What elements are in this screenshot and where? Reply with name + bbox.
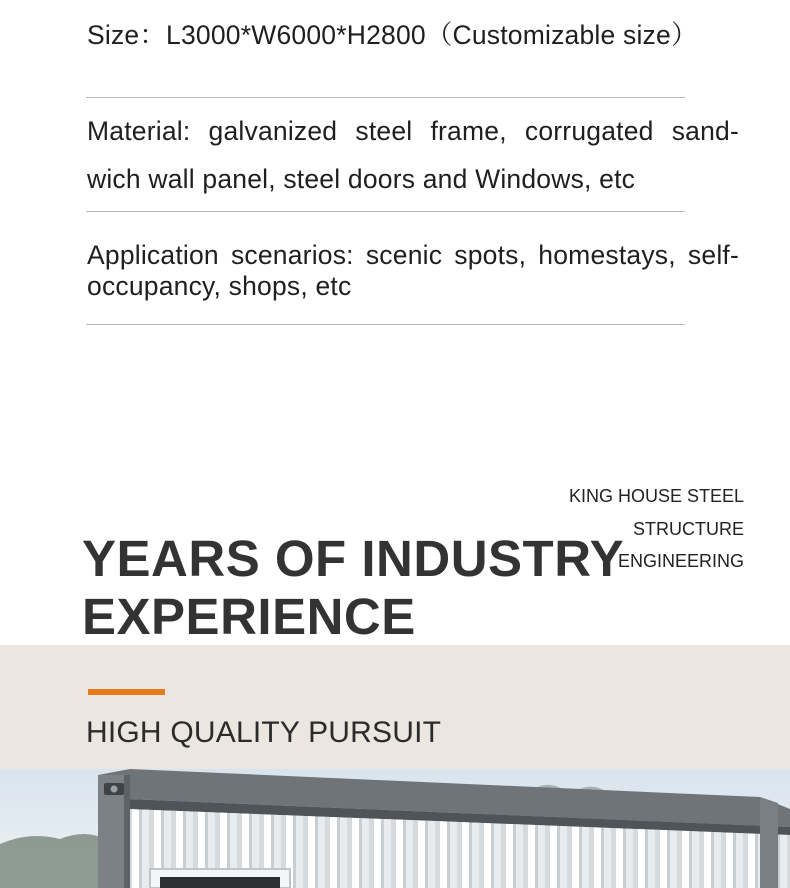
company-label-line: KING HOUSE STEEL [568,486,744,506]
section-title: HIGH QUALITY PURSUIT [86,716,442,749]
divider [86,97,685,98]
company-label-line: ENGINEERING [617,551,744,571]
headline [82,530,624,646]
container-house-image [0,769,790,888]
headline-line: EXPERIENCE [82,588,416,645]
divider [86,211,685,212]
accent-bar [88,689,165,695]
company-label-line: STRUCTURE [633,518,744,539]
headline-line: YEARS OF INDUSTRY [82,530,625,587]
spec-application: Application scenarios: scenic spots, homestays, self-occupancy, shops, etc [87,240,739,301]
spec-material: Material: galvanized steel frame, corrugated sand-wich wall panel, steel doors and Windows, etc [87,116,739,194]
spec-size: Size：L3000*W6000*H2800（Customizable size） [87,20,698,50]
container-house-photo [0,769,790,888]
divider [86,324,685,325]
